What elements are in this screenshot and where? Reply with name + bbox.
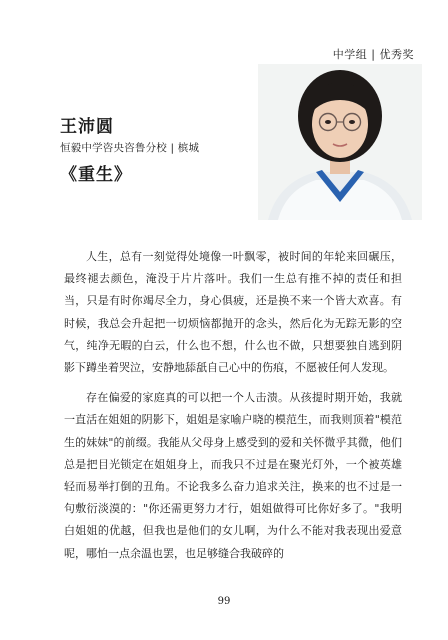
author-photo bbox=[258, 64, 422, 220]
page-number: 99 bbox=[217, 596, 231, 607]
essay-paragraph: 人生，总有一刻觉得处境像一叶飘零，被时间的年轮来回碾压，最终褪去颜色，淹没于片片落叶。我们一生总有推不掉的责任和担当，只是有时你竭尽全力，身心俱疲，还是换不来一个皆大欢喜。有时候，我总会升起把一切烦恼都抛开的念头，然后化为无踪无影的空气，纯净无暇的白云，什么也不想，什么也不做，只想要独自逃到阴影下蹲坐着哭泣，安静地舔舐自己心中的伤痕，不愿被任何人发现。 bbox=[64, 250, 402, 375]
author-school: 恒毅中学咨央咨鲁分校 | 槟城 bbox=[60, 142, 200, 154]
section-award-tag: 中学组 | 优秀奖 bbox=[332, 48, 414, 61]
portrait-image bbox=[258, 64, 422, 220]
essay-title: 《重生》 bbox=[60, 165, 132, 185]
author-name: 王沛圆 bbox=[60, 117, 114, 137]
essay-body bbox=[64, 246, 402, 573]
essay-paragraph: 存在偏爱的家庭真的可以把一个人击溃。从孩提时期开始，我就一直活在姐姐的阴影下，姐姐是家喻户晓的模范生，而我则顶着"模范生的妹妹"的前缀。我能从父母身上感受到的爱和关怀微乎其微，他们总是把目光锁定在姐姐身上，而我只不过是在聚光灯外，一个被英雄轻而易举打倒的丑角。不论我多么奋力追求关注，换来的也不过是一句敷衍淡漠的："你还需更努力才行，姐姐做得可比你好多了。"我明白姐姐的优越，但我也是他们的女儿啊，为什么不能对我表现出爱意呢，哪怕一点余温也罢，也足够缝合我破碎的 bbox=[64, 391, 402, 560]
